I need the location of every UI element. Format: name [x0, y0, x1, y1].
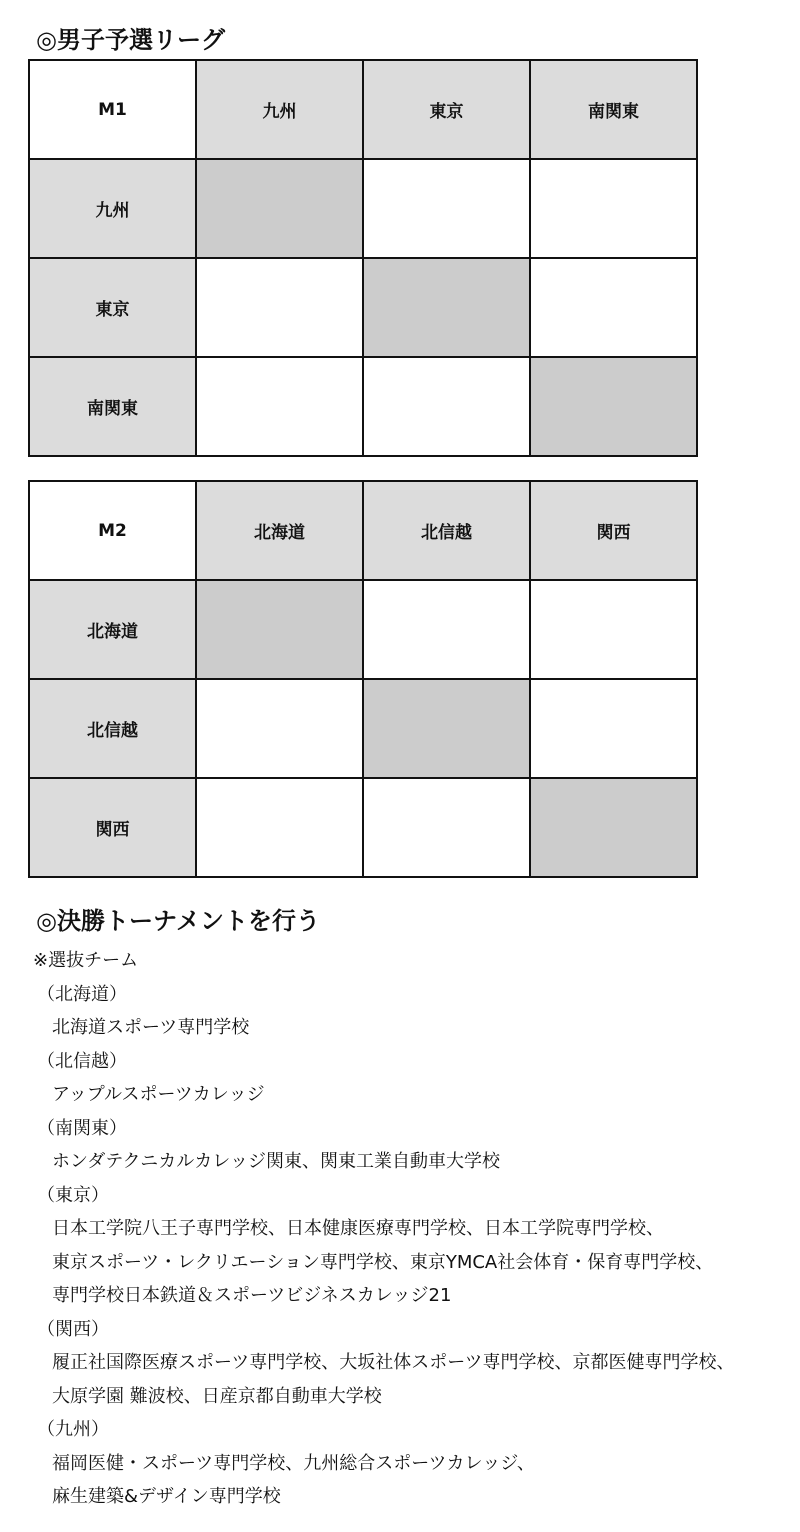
diagonal-cell [196, 159, 363, 258]
league-label: M1 [29, 60, 196, 159]
result-cell [363, 580, 530, 679]
row-header: 南関東 [29, 357, 196, 456]
table-row [29, 258, 697, 357]
school-line: 東京スポーツ・レクリエーション専門学校、東京YMCA社会体育・保育専門学校、 [52, 1251, 714, 1273]
region-label-tokyo: （東京） [37, 1184, 109, 1206]
school-line: 大原学園 難波校、日産京都自動車大学校 [52, 1385, 382, 1407]
region-label-minami-kanto: （南関東） [37, 1117, 127, 1139]
result-cell [363, 159, 530, 258]
section-title-preliminary-league: ◎男子予選リーグ [36, 26, 225, 54]
result-cell [530, 580, 697, 679]
school-line: 履正社国際医療スポーツ専門学校、大坂社体スポーツ専門学校、京都医健専門学校、 [52, 1352, 735, 1373]
league-table-m2 [28, 480, 698, 878]
result-cell [196, 778, 363, 877]
diagonal-cell [363, 258, 530, 357]
table-row [29, 159, 697, 258]
diagonal-cell [196, 580, 363, 679]
school-line: 麻生建築&デザイン専門学校 [52, 1486, 281, 1507]
league-table-m1 [28, 59, 698, 457]
result-cell [363, 778, 530, 877]
school-line: 福岡医健・スポーツ専門学校、九州総合スポーツカレッジ、 [52, 1452, 535, 1474]
column-header: 九州 [196, 60, 363, 159]
row-header: 関西 [29, 778, 196, 877]
section-title-final-tournament: ◎決勝トーナメントを行う [36, 907, 320, 935]
league-label: M2 [29, 481, 196, 580]
selected-teams-list [33, 944, 735, 1514]
result-cell [530, 679, 697, 778]
school-line: 日本工学院八王子専門学校、日本健康医療専門学校、日本工学院専門学校、 [52, 1218, 664, 1239]
result-cell [363, 357, 530, 456]
result-cell [530, 159, 697, 258]
diagonal-cell [363, 679, 530, 778]
table-row [29, 778, 697, 877]
result-cell [196, 679, 363, 778]
result-cell [530, 258, 697, 357]
school-line: アップルスポーツカレッジ [52, 1084, 265, 1105]
diagonal-cell [530, 357, 697, 456]
result-cell [196, 357, 363, 456]
row-header: 九州 [29, 159, 196, 258]
table-row [29, 679, 697, 778]
region-label-hokkaido: （北海道） [37, 983, 127, 1005]
selected-teams-note: ※選抜チーム [33, 950, 139, 971]
column-header: 南関東 [530, 60, 697, 159]
result-cell [196, 258, 363, 357]
table-header-row [29, 481, 697, 580]
diagonal-cell [530, 778, 697, 877]
row-header: 北海道 [29, 580, 196, 679]
table-header-row [29, 60, 697, 159]
table-row [29, 580, 697, 679]
row-header: 北信越 [29, 679, 196, 778]
row-header: 東京 [29, 258, 196, 357]
school-line: 北海道スポーツ専門学校 [52, 1017, 250, 1038]
column-header: 関西 [530, 481, 697, 580]
region-label-kyushu: （九州） [37, 1419, 109, 1440]
column-header: 北海道 [196, 481, 363, 580]
school-line: 専門学校日本鉄道＆スポーツビジネスカレッジ21 [52, 1285, 452, 1306]
column-header: 東京 [363, 60, 530, 159]
region-label-kansai: （関西） [37, 1318, 109, 1340]
region-label-hokushinetsu: （北信越） [37, 1050, 127, 1072]
table-row [29, 357, 697, 456]
school-line: ホンダテクニカルカレッジ関東、関東工業自動車大学校 [52, 1151, 501, 1172]
column-header: 北信越 [363, 481, 530, 580]
